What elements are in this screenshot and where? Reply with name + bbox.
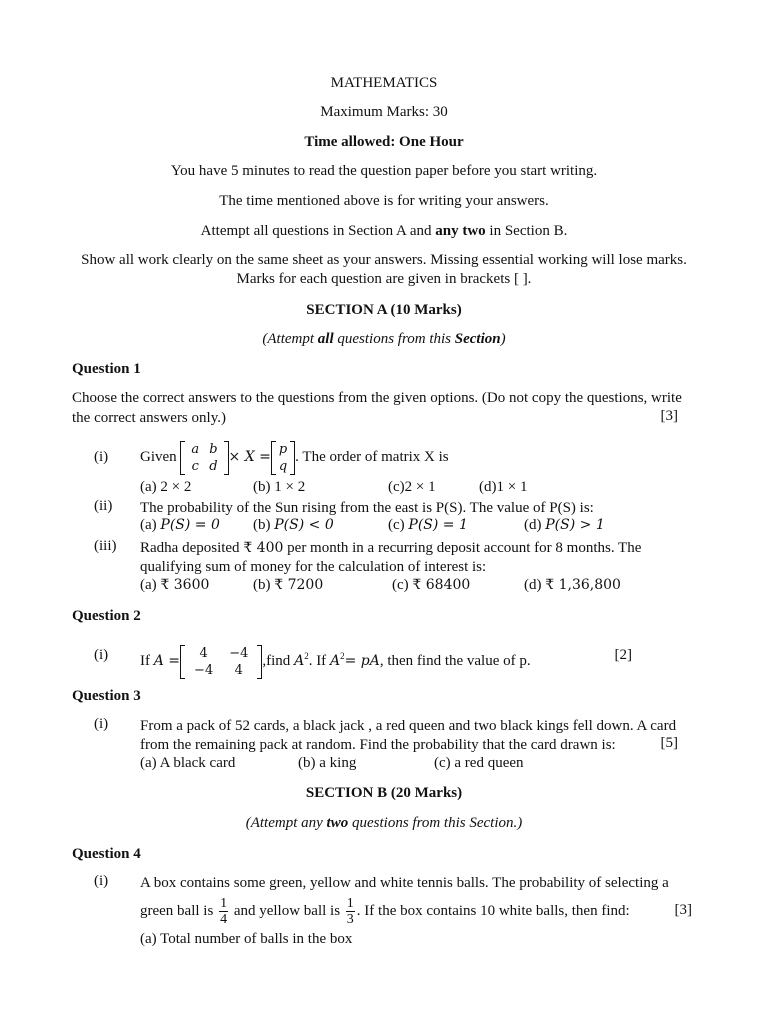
q4-text-c: . If the box contains 10 white balls, then find: [356,903,630,919]
section-b-title: SECTION B (20 Marks) [305,785,463,801]
q1-ii-option-c [388,517,468,534]
q2-i-number: (i) [94,647,109,663]
matrix-cell: p [278,441,288,457]
q3-i-option-a: (a) A black card [140,755,236,771]
attempt-instruction [72,222,696,241]
matrix-cell: 4 [234,662,243,678]
q2-rest: , then find the value of p. [379,653,531,669]
writing-time-note: The time mentioned above is for writing your answers. [219,193,549,209]
q1-i-option-a: (a) 2 × 2 [140,479,192,495]
matrix-cell: −4 [229,645,249,661]
q4-text-b: and yellow ball is [230,903,344,919]
q3-i-line-1: From a pack of 52 cards, a black jack , a red queen and two black kings fell down. A card [140,718,677,734]
fraction-denominator: 3 [346,912,354,928]
option-expr: ₹ 3600 [160,577,210,593]
q1-ii-text: The probability of the Sun rising from the east is P(S). The value of P(S) is: [140,500,594,516]
question-3-marks: [5] [660,735,678,751]
q1-iii-line-1 [140,538,690,558]
q1-iii-text-b: per month in a recurring deposit account for 8 months. The [283,540,642,556]
q2-eq: = pA [344,653,380,669]
q1-ii-option-d [524,517,605,534]
section-b-instr-1: (Attempt any [245,815,327,831]
matrix-cell: c [191,458,199,474]
attempt-bold: any two [435,223,486,239]
matrix-abcd [180,441,228,475]
q1-iii-option-d [524,577,621,594]
option-label: (a) [140,517,157,533]
matrix-a [180,645,262,679]
times-x: × X = [228,449,271,465]
q1-iii-amount: ₹ 400 [243,540,284,556]
q4-i-option-a: (a) Total number of balls in the box [140,931,353,947]
option-label: (d) [524,577,542,593]
q1-i-rest: . The order of matrix X is [295,449,449,465]
matrix-cell: −4 [194,662,214,678]
q1-iii-number: (iii) [94,538,117,554]
section-a-instruction [72,330,696,349]
question-2-title: Question 2 [72,608,141,624]
option-expr: P(S) = 0 [160,517,220,533]
q1-i-option-b: (b) 1 × 2 [253,479,306,495]
matrix-pq [271,441,295,475]
question-2-marks: [2] [614,647,632,663]
question-1-intro-line-2: the correct answers only.) [72,410,226,426]
option-expr: ₹ 7200 [274,577,324,593]
option-label: (b) [253,517,271,533]
q4-i-number: (i) [94,873,109,889]
attempt-prefix: Attempt all questions in Section A and [200,223,436,239]
q1-iii-option-a [140,577,209,594]
q2-if-2: . If [308,653,330,669]
fraction-denominator: 4 [220,912,228,928]
option-expr: ₹ 68400 [412,577,471,593]
section-b-instr-2: two [326,815,349,831]
option-expr: P(S) > 1 [545,517,605,533]
q2-find: ,find [262,653,295,669]
q3-i-option-c: (c) a red queen [434,755,524,771]
q3-i-line-2: from the remaining pack at random. Find the probability that the card drawn is: [140,737,616,753]
option-label: (c) [388,517,405,533]
q1-ii-number: (ii) [94,498,113,514]
q1-i-option-d: (d)1 × 1 [479,479,528,495]
matrix-cell: 4 [199,645,208,661]
q1-i-number: (i) [94,449,109,465]
matrix-cell: a [191,441,200,457]
max-marks: Maximum Marks: 30 [320,104,448,120]
q2-i-text [140,636,690,681]
q1-iii-line-2: qualifying sum of money for the calculation of interest is: [140,559,487,575]
q4-text-a: green ball is [140,903,218,919]
q2-a-eq: A = [153,653,181,669]
section-a-instr-1: (Attempt [262,331,318,347]
q1-iii-option-c [392,577,470,594]
time-allowed: Time allowed: One Hour [304,134,464,150]
q1-iii-option-b [253,577,323,594]
q1-iii-text-a: Radha deposited [140,540,244,556]
matrix-cell: d [209,458,218,474]
q2-a-squared-2: A [329,653,341,669]
subject-title: MATHEMATICS [330,75,438,91]
question-1-intro-line-1: Choose the correct answers to the questions from the given options. (Do not copy the questions, write [72,390,682,406]
show-work-line-1: Show all work clearly on the same sheet as your answers. Missing essential working will lose marks. [81,252,687,268]
q3-i-option-b: (b) a king [298,755,357,771]
q3-i-number: (i) [94,716,109,732]
matrix-cell: q [278,458,288,474]
option-expr: ₹ 1,36,800 [545,577,621,593]
question-1-marks: [3] [660,408,678,424]
section-a-instr-3: questions from this [333,331,455,347]
section-b-instruction [72,814,696,833]
question-4-marks: [3] [674,902,692,918]
reading-time-note: You have 5 minutes to read the question paper before you start writing. [170,163,598,179]
section-a-instr-2: all [317,331,334,347]
q1-i-given: Given [140,449,177,465]
q2-sup-1: 2 [304,651,309,661]
attempt-suffix: in Section B. [485,223,568,239]
option-label: (a) [140,577,157,593]
question-1-title: Question 1 [72,361,141,377]
option-expr: P(S) = 1 [408,517,468,533]
q2-if: If [140,653,154,669]
section-b-instr-3: questions from this Section.) [348,815,523,831]
fraction-numerator: 1 [220,896,228,912]
q4-i-line-1: A box contains some green, yellow and white tennis balls. The probability of selecting a [140,875,669,891]
q1-ii-option-a [140,517,220,534]
q1-i-option-c: (c)2 × 1 [388,479,436,495]
section-a-instr-5: ) [500,331,506,347]
matrix-cell: b [209,441,218,457]
q1-i-text [140,438,690,476]
option-label: (c) [392,577,409,593]
q2-a-squared: A [294,653,305,669]
question-3-title: Question 3 [72,688,141,704]
q2-sup-2: 2 [340,651,345,661]
fraction-one-third [346,896,355,927]
option-expr: P(S) < 0 [274,517,334,533]
option-label: (b) [253,577,271,593]
fraction-one-quarter [219,896,228,927]
fraction-numerator: 1 [346,896,354,912]
show-work-line-2: Marks for each question are given in brackets [ ]. [236,271,532,287]
section-a-instr-4: Section [454,331,501,347]
q1-ii-option-b [253,517,334,534]
question-4-title: Question 4 [72,846,141,862]
option-label: (d) [524,517,542,533]
q4-i-line-2 [140,893,690,929]
section-a-title: SECTION A (10 Marks) [306,302,462,318]
